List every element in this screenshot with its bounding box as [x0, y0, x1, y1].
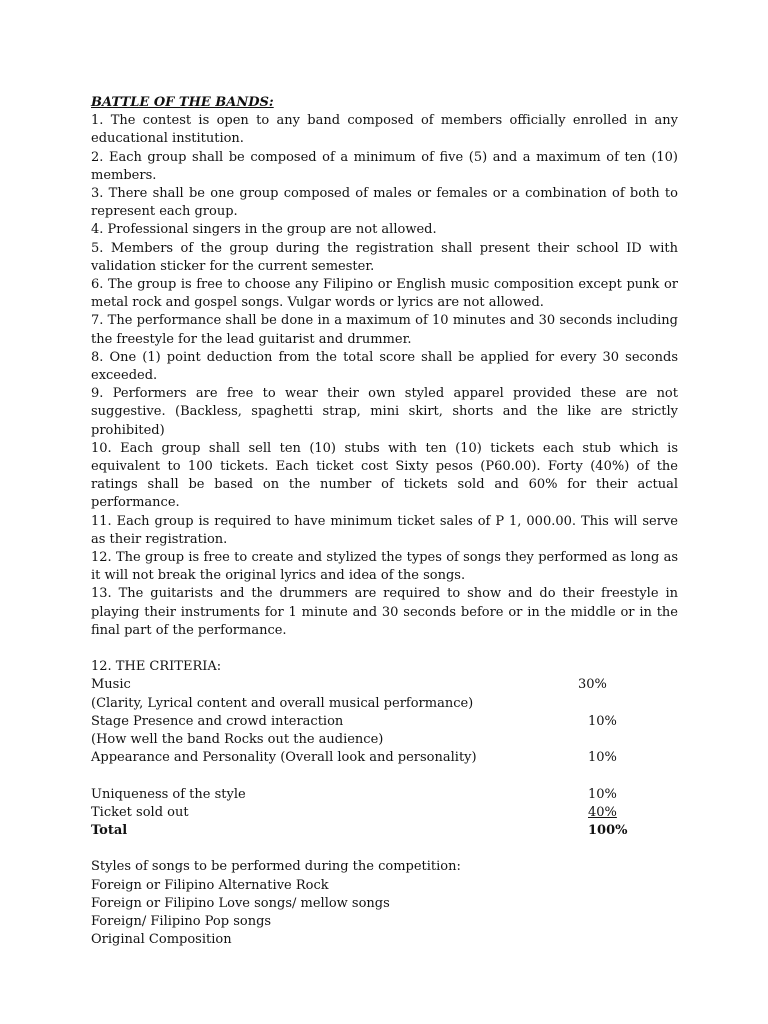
song-style-item: Original Composition [91, 932, 232, 948]
criteria-section [91, 658, 678, 840]
rule-7: 7. The performance shall be done in a maximum of 10 minutes and 30 seconds including the freestyle for the lead guitarist and drummer. [91, 313, 678, 347]
rule-2: 2. Each group shall be composed of a minimum of five (5) and a maximum of ten (10) members. [91, 149, 678, 183]
criteria-heading: 12. THE CRITERIA: [91, 659, 222, 675]
criteria-percent: 30% [578, 677, 607, 693]
criteria-label: Uniqueness of the style [91, 786, 246, 802]
criteria-total-percent: 100% [588, 822, 628, 838]
rule-4: 4. Professional singers in the group are not allowed. [91, 222, 437, 238]
rule-8: 8. One (1) point deduction from the total score shall be applied for every 30 seconds exceeded. [91, 349, 678, 384]
criteria-note: (Clarity, Lyrical content and overall musical performance) [91, 695, 474, 711]
criteria-label: Ticket sold out [91, 804, 189, 820]
song-style-item: Foreign or Filipino Love songs/ mellow songs [91, 895, 390, 911]
criteria-note-stage [91, 731, 678, 749]
rule-10: 10. Each group shall sell ten (10) stubs with ten (10) tickets each stub which is equivalent to 100 tickets. Each ticket cost Sixty pesos (P60.00). Forty (40%) of the ratings shall be based on the number of tickets sold and 60% for their actual performance. [91, 440, 678, 511]
criteria-row-stage [91, 713, 678, 731]
criteria-row-ticket [91, 804, 678, 822]
criteria-note: (How well the band Rocks out the audience) [91, 732, 384, 748]
document-title: BATTLE OF THE BANDS: [91, 95, 274, 110]
rule-5: 5. Members of the group during the registration shall present their school ID with validation sticker for the current semester. [91, 240, 678, 274]
rule-11: 11. Each group is required to have minimum ticket sales of P 1, 000.00. This will serve as their registration. [91, 513, 678, 547]
song-style-item: Foreign or Filipino Alternative Rock [91, 877, 329, 893]
criteria-percent: 10% [588, 786, 617, 802]
spacer [91, 840, 678, 858]
criteria-row-total [91, 822, 678, 840]
spacer [91, 767, 678, 785]
rule-3: 3. There shall be one group composed of males or females or a combination of both to represent each group. [91, 186, 678, 220]
song-style-item: Foreign/ Filipino Pop songs [91, 913, 272, 929]
criteria-row-uniqueness [91, 786, 678, 804]
song-styles-section [91, 858, 678, 949]
rule-13: 13. The guitarists and the drummers are required to show and do their freestyle in playing their instruments for 1 minute and 30 seconds before or in the middle or in the final part of the performance. [91, 586, 678, 638]
criteria-label: Appearance and Personality (Overall look and personality) [91, 750, 477, 766]
spacer [91, 640, 678, 658]
criteria-percent: 10% [588, 750, 617, 766]
rule-6: 6. The group is free to choose any Filipino or English music composition except punk or metal rock and gospel songs. Vulgar words or lyrics are not allowed. [91, 277, 678, 311]
criteria-row-appearance [91, 749, 678, 767]
criteria-percent: 40% [588, 804, 617, 820]
rule-9: 9. Performers are free to wear their own styled apparel provided these are not suggestive. (Backless, spaghetti strap, mini skirt, shorts and the like are strictly prohibited) [91, 386, 678, 438]
song-styles-heading: Styles of songs to be performed during the competition: [91, 859, 461, 875]
criteria-percent: 10% [588, 713, 617, 729]
criteria-label: Stage Presence and crowd interaction [91, 713, 344, 729]
criteria-label: Music [91, 677, 131, 693]
rule-1: 1. The contest is open to any band composed of members officially enrolled in any educational institution. [91, 113, 678, 147]
rules-list [91, 112, 678, 640]
criteria-total-label: Total [91, 822, 128, 838]
rule-12: 12. The group is free to create and stylized the types of songs they performed as long as it will not break the original lyrics and idea of the songs. [91, 550, 678, 584]
criteria-row-music [91, 676, 678, 694]
criteria-note-music [91, 695, 678, 713]
